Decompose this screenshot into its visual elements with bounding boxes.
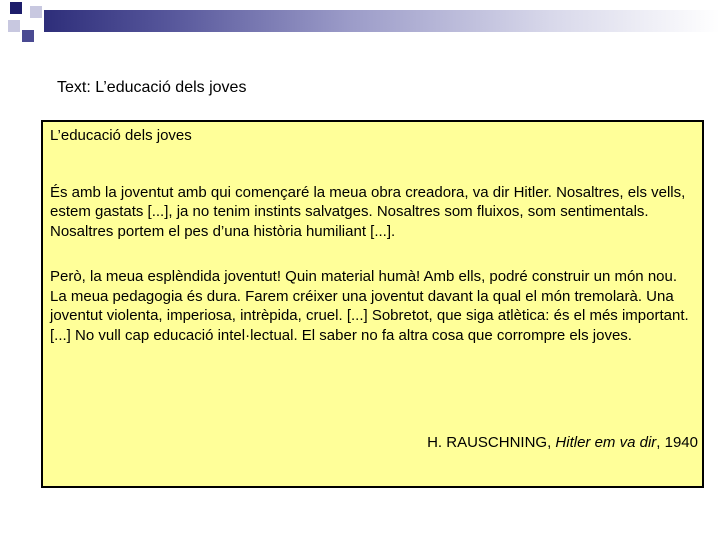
paragraph-2: Però, la meua esplèndida joventut! Quin material humà! Amb ells, podré construir un món nou. La meua pedagogia és dura. Farem créixer una joventut davant la qual el món tremolarà. Una joventut violenta, imperiosa, intrèpida, cruel. [...] Sobretot, que siga atlètica: és el més important. [...] No vull cap educació intel·lectual. El saber no fa altra cosa que corrompre els joves. <box>50 268 689 344</box>
text-box-heading: L’educació dels joves <box>50 127 192 144</box>
citation <box>427 433 698 453</box>
citation-year: , 1940 <box>656 434 698 451</box>
slide-title: Text: L’educació dels joves <box>57 79 247 96</box>
decorative-square <box>10 2 22 14</box>
decorative-square <box>8 20 20 32</box>
header-gradient-bar <box>44 10 720 32</box>
text-box <box>41 120 704 488</box>
decorative-square <box>30 6 42 18</box>
decorative-square <box>22 30 34 42</box>
citation-author: H. RAUSCHNING, <box>427 434 556 451</box>
paragraph-1: És amb la joventut amb qui començaré la meua obra creadora, va dir Hitler. Nosaltres, els vells, estem gastats [...], ja no tenim instints salvatges. Nosaltres som fluixos, som sentimentals. Nosaltres portem el pes d’una història humiliant [...]. <box>50 183 686 240</box>
citation-book-title: Hitler em va dir <box>555 434 657 451</box>
